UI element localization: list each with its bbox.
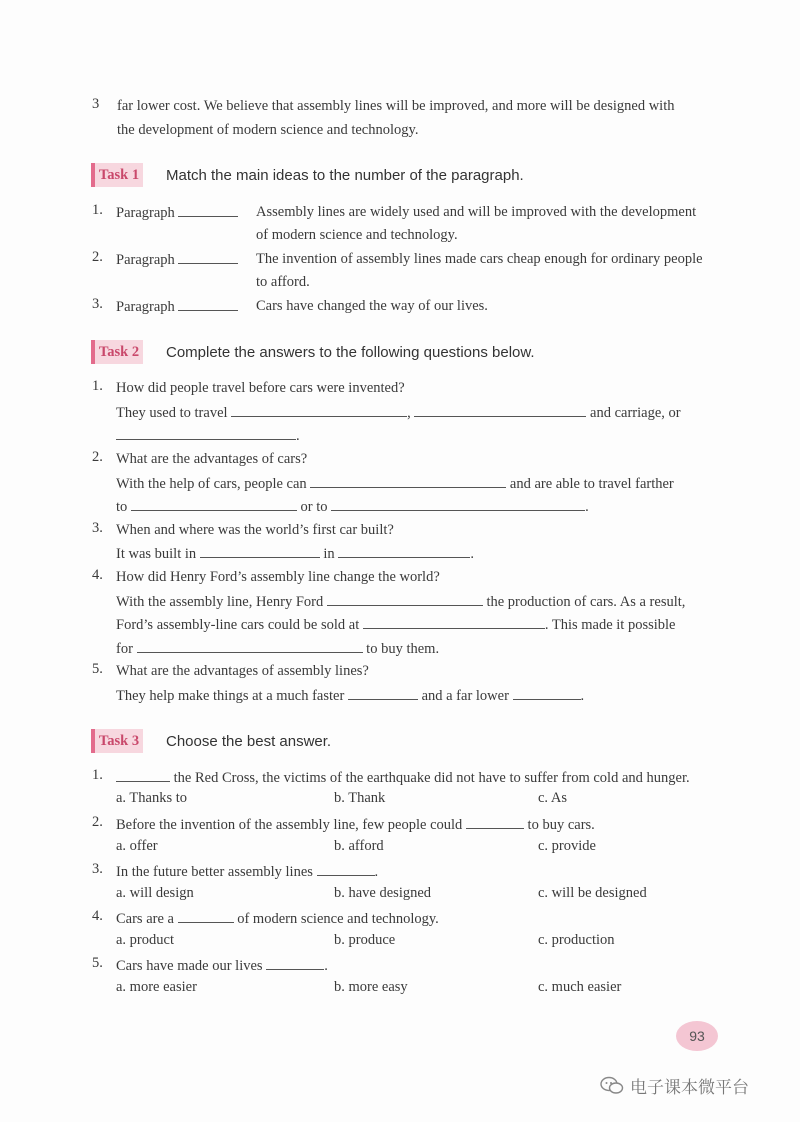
answer-blank[interactable] [414,402,586,417]
answer-blank[interactable] [137,638,363,653]
task-3-instruction: Choose the best answer. [166,733,332,750]
task-1-item-label: Paragraph [116,202,238,223]
question-number: 5. [92,661,103,677]
question-number: 3. [92,520,103,536]
answer-line: . [116,425,300,446]
paragraph-number: 3 [92,96,100,112]
task-1-item-label: Paragraph [116,296,238,317]
answer-blank[interactable] [200,543,320,558]
option-a[interactable]: a. more easier [116,979,197,995]
question-number: 1. [92,378,103,394]
task-1-item-label: Paragraph [116,249,238,270]
answer-blank[interactable] [317,861,375,876]
option-c[interactable]: c. will be designed [538,885,647,901]
question-number: 5. [92,955,103,971]
task-1-instruction: Match the main ideas to the number of the paragraph. [166,167,524,184]
option-b[interactable]: b. produce [334,932,396,948]
question-text: How did Henry Ford’s assembly line change the world? [116,569,440,585]
question-text: Cars have made our lives . [116,955,328,976]
option-c[interactable]: c. As [538,790,567,806]
option-b[interactable]: b. afford [334,838,384,854]
chat-bubble-icon [600,1076,624,1101]
answer-blank[interactable] [348,685,418,700]
question-number: 2. [92,449,103,465]
option-c[interactable]: c. provide [538,838,596,854]
watermark [600,1073,749,1101]
task-1-badge: Task 1 [91,163,143,187]
question-number: 4. [92,908,103,924]
answer-blank[interactable] [116,425,296,440]
answer-blank[interactable] [310,473,506,488]
question-text: What are the advantages of cars? [116,451,308,467]
option-a[interactable]: a. Thanks to [116,790,188,806]
answer-blank[interactable] [231,402,407,417]
question-number: 4. [92,567,103,583]
option-b[interactable]: b. Thank [334,790,386,806]
question-number: 2. [92,814,103,830]
answer-line: for to buy them. [116,638,439,659]
question-number: 3. [92,861,103,877]
task-1-idea: Assembly lines are widely used and will be improved with the development [256,204,697,220]
option-c[interactable]: c. production [538,932,615,948]
question-text: the Red Cross, the victims of the earthquake did not have to suffer from cold and hunger. [116,767,690,788]
option-a[interactable]: a. product [116,932,174,948]
task-1-idea: The invention of assembly lines made cars cheap enough for ordinary people [256,251,703,267]
task-1-idea: of modern science and technology. [256,227,458,243]
intro-line-2: the development of modern science and technology. [117,122,419,138]
question-text: In the future better assembly lines . [116,861,378,882]
intro-line-1: far lower cost. We believe that assembly lines will be improved, and more will be designed with [117,98,675,114]
task-1-idea: Cars have changed the way of our lives. [256,298,488,314]
answer-line: They help make things at a much faster and a far lower . [116,685,584,706]
answer-line: It was built in in . [116,543,474,564]
question-text: Before the invention of the assembly line, few people could to buy cars. [116,814,595,835]
option-a[interactable]: a. will design [116,885,194,901]
watermark-text: 电子课本微平台 [630,1078,749,1098]
answer-blank[interactable] [131,496,297,511]
answer-blank[interactable] [513,685,581,700]
option-a[interactable]: a. offer [116,838,158,854]
answer-line: to or to . [116,496,589,517]
answer-line: They used to travel , and carriage, or [116,402,681,423]
option-c[interactable]: c. much easier [538,979,622,995]
page-number: 93 [689,1028,705,1044]
answer-blank[interactable] [466,814,524,829]
question-text: What are the advantages of assembly lines? [116,663,369,679]
question-text: Cars are a of modern science and technology. [116,908,439,929]
task-1-item-number: 3. [92,296,103,312]
task-2-instruction: Complete the answers to the following questions below. [166,344,535,361]
task-3-badge: Task 3 [91,729,143,753]
answer-line: Ford’s assembly-line cars could be sold at . This made it possible [116,614,676,635]
question-number: 1. [92,767,103,783]
task-1-idea: to afford. [256,274,310,290]
answer-blank[interactable] [266,955,324,970]
answer-blank[interactable] [178,249,238,264]
answer-line: With the assembly line, Henry Ford the production of cars. As a result, [116,591,685,612]
answer-blank[interactable] [178,908,234,923]
answer-blank[interactable] [327,591,483,606]
option-b[interactable]: b. have designed [334,885,432,901]
task-1-item-number: 1. [92,202,103,218]
answer-blank[interactable] [331,496,585,511]
answer-blank[interactable] [178,202,238,217]
option-b[interactable]: b. more easy [334,979,408,995]
answer-blank[interactable] [363,614,545,629]
task-2-badge: Task 2 [91,340,143,364]
answer-blank[interactable] [338,543,470,558]
answer-line: With the help of cars, people can and are able to travel farther [116,473,674,494]
answer-blank[interactable] [178,296,238,311]
question-text: How did people travel before cars were invented? [116,380,405,396]
task-1-item-number: 2. [92,249,103,265]
answer-blank[interactable] [116,767,170,782]
question-text: When and where was the world’s first car built? [116,522,394,538]
